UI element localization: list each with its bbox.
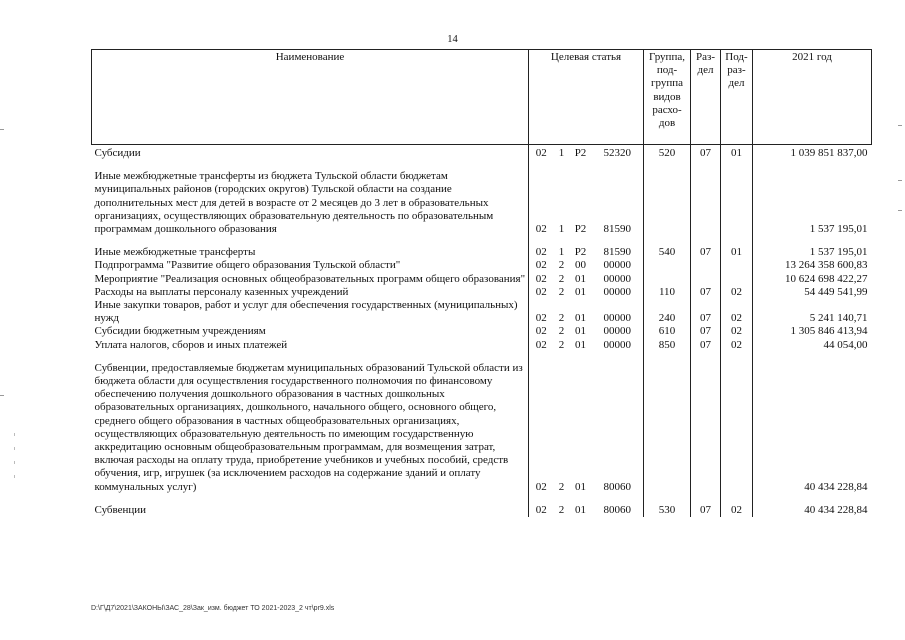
table-row <box>92 286 872 299</box>
file-path-footer: D:\Г\Д7\2021\ЗАКОНЫ\ЗАС_28\Зак_изм. бюджет ТО 2021-2023_2 чт\pr9.xls <box>91 605 335 612</box>
expense-group <box>644 160 691 236</box>
subsection-code <box>721 259 753 272</box>
row-amount: 54 449 541,99 <box>753 286 872 299</box>
header-target: Целевая статья <box>529 50 644 145</box>
kbk-program: 02 <box>529 339 554 352</box>
kbk-direction: 00000 <box>603 272 631 285</box>
row-amount: 5 241 140,71 <box>753 299 872 325</box>
header-name: Наименование <box>92 50 529 145</box>
kbk-event: P2 <box>574 246 587 259</box>
table-row <box>92 494 872 517</box>
kbk-event: 00 <box>575 259 586 272</box>
expense-group: 610 <box>644 325 691 338</box>
kbk-direction: 80060 <box>603 503 631 516</box>
row-name: Субвенции, предоставляемые бюджетам муниципальных образований Тульской области из бюджета области для осуществления государственного полномочия по финансовому обеспечению получения дошкольного образования в частных дошкольных образовательных организациях, дошкольного, начального общего, основного общего, среднего общего образования в частных общеобразовательных организациях, осуществляющих образовательную деятельность по имеющим государственную аккредитацию основным общеобразовательным программам, для возмещения затрат, включая расходы на оплату труда, приобретение учебников и учебных пособий, средств обучения, игр, игрушек (за исключением расходов на содержание зданий и оплату коммунальных услуг) <box>94 361 523 493</box>
expense-group: 540 <box>644 236 691 259</box>
row-name: Субсидии бюджетным учреждениям <box>94 325 266 338</box>
table-row <box>92 325 872 338</box>
kbk-program: 02 <box>529 325 554 338</box>
kbk-event: 01 <box>575 285 586 298</box>
kbk-program: 02 <box>529 236 554 259</box>
margin-mark <box>898 210 902 211</box>
expense-group: 530 <box>644 494 691 517</box>
subsection-code: 02 <box>721 325 753 338</box>
row-amount: 44 054,00 <box>753 339 872 352</box>
section-code: 07 <box>691 299 721 325</box>
expense-group <box>644 352 691 494</box>
row-name: Субвенции <box>94 503 147 516</box>
kbk-subprogram: 2 <box>558 480 565 493</box>
kbk-program: 02 <box>529 160 554 236</box>
row-name: Уплата налогов, сборов и иных платежей <box>94 338 288 351</box>
kbk-program: 02 <box>529 352 554 494</box>
kbk-direction: 00000 <box>603 259 631 272</box>
row-amount: 1 537 195,01 <box>753 236 872 259</box>
kbk-subprogram: 2 <box>558 312 565 325</box>
kbk-event: 01 <box>575 312 586 325</box>
row-name: Подпрограмма "Развитие общего образования Тульской области" <box>94 259 401 272</box>
table-row <box>92 145 872 161</box>
kbk-direction: 81590 <box>603 223 631 236</box>
table-body <box>92 145 872 518</box>
kbk-program: 02 <box>529 145 554 161</box>
section-code <box>691 273 721 286</box>
subsection-code: 02 <box>721 299 753 325</box>
section-code <box>691 352 721 494</box>
kbk-event: P2 <box>574 223 587 236</box>
section-code: 07 <box>691 286 721 299</box>
kbk-program: 02 <box>529 273 554 286</box>
expense-group: 110 <box>644 286 691 299</box>
row-name: Иные межбюджетные трансферты <box>94 246 256 259</box>
kbk-program: 02 <box>529 286 554 299</box>
row-name: Субсидии <box>94 147 141 159</box>
row-amount: 13 264 358 600,83 <box>753 259 872 272</box>
kbk-subprogram: 2 <box>558 272 565 285</box>
subsection-code: 02 <box>721 339 753 352</box>
subsection-code: 02 <box>721 494 753 517</box>
header-subsection: Под-раз-дел <box>721 50 753 145</box>
margin-mark <box>0 129 4 130</box>
header-section: Раз-дел <box>691 50 721 145</box>
margin-mark <box>14 433 15 436</box>
expense-group: 520 <box>644 145 691 161</box>
row-amount: 40 434 228,84 <box>753 352 872 494</box>
row-amount: 40 434 228,84 <box>753 494 872 517</box>
kbk-direction: 80060 <box>603 480 631 493</box>
margin-mark <box>898 180 902 181</box>
subsection-code: 01 <box>721 236 753 259</box>
table-row <box>92 299 872 325</box>
kbk-event: 01 <box>575 480 586 493</box>
kbk-program: 02 <box>529 259 554 272</box>
kbk-direction: 00000 <box>603 285 631 298</box>
kbk-subprogram: 2 <box>558 285 565 298</box>
kbk-event: 01 <box>575 325 586 338</box>
margin-mark <box>14 475 15 478</box>
margin-mark <box>0 395 4 396</box>
header-year: 2021 год <box>753 50 872 145</box>
margin-mark <box>14 447 15 450</box>
section-code <box>691 160 721 236</box>
kbk-subprogram: 1 <box>558 147 565 159</box>
expense-group <box>644 273 691 286</box>
table-header <box>92 50 872 145</box>
expense-group: 850 <box>644 339 691 352</box>
section-code: 07 <box>691 325 721 338</box>
subsection-code: 01 <box>721 145 753 161</box>
expense-group: 240 <box>644 299 691 325</box>
kbk-subprogram: 2 <box>558 259 565 272</box>
kbk-direction: 00000 <box>603 312 631 325</box>
kbk-subprogram: 1 <box>558 223 565 236</box>
row-name: Расходы на выплаты персоналу казенных учреждений <box>94 285 349 298</box>
kbk-subprogram: 1 <box>558 246 565 259</box>
section-code <box>691 259 721 272</box>
budget-table <box>91 49 872 517</box>
section-code: 07 <box>691 339 721 352</box>
kbk-event: 01 <box>575 338 586 351</box>
subsection-code <box>721 273 753 286</box>
header-group: Группа, под-группа видов расхо-дов <box>644 50 691 145</box>
expense-group <box>644 259 691 272</box>
kbk-direction: 00000 <box>603 338 631 351</box>
kbk-subprogram: 2 <box>558 503 565 516</box>
row-amount: 1 537 195,01 <box>753 160 872 236</box>
kbk-event: 01 <box>575 272 586 285</box>
kbk-subprogram: 2 <box>558 338 565 351</box>
subsection-code <box>721 160 753 236</box>
table-row <box>92 160 872 236</box>
row-amount: 1 305 846 413,94 <box>753 325 872 338</box>
row-name: Иные закупки товаров, работ и услуг для обеспечения государственных (муниципальных) нужд <box>94 299 518 325</box>
section-code: 07 <box>691 494 721 517</box>
margin-mark <box>14 461 15 464</box>
table-row <box>92 259 872 272</box>
row-amount: 1 039 851 837,00 <box>753 145 872 161</box>
table-row <box>92 352 872 494</box>
page-number: 14 <box>447 34 458 45</box>
table-row <box>92 236 872 259</box>
kbk-subprogram: 2 <box>558 325 565 338</box>
kbk-event: P2 <box>574 147 587 159</box>
kbk-direction: 52320 <box>603 147 631 159</box>
kbk-direction: 00000 <box>603 325 631 338</box>
subsection-code: 02 <box>721 286 753 299</box>
kbk-program: 02 <box>529 494 554 517</box>
table-row <box>92 273 872 286</box>
section-code: 07 <box>691 236 721 259</box>
margin-mark <box>898 125 902 126</box>
row-name: Иные межбюджетные трансферты из бюджета Тульской области бюджетам муниципальных районов (городских округов) Тульской области на создание дополнительных мест для детей в возрасте от 2 месяцев до 3 лет в образовательных организациях, осуществляющих образовательную деятельность по образовательным программам дошкольного образования <box>94 170 494 236</box>
section-code: 07 <box>691 145 721 161</box>
row-amount: 10 624 698 422,27 <box>753 273 872 286</box>
table-row <box>92 339 872 352</box>
kbk-program: 02 <box>529 299 554 325</box>
subsection-code <box>721 352 753 494</box>
kbk-direction: 81590 <box>603 246 631 259</box>
row-name: Мероприятие "Реализация основных общеобразовательных программ общего образования" <box>94 272 526 285</box>
kbk-event: 01 <box>575 503 586 516</box>
